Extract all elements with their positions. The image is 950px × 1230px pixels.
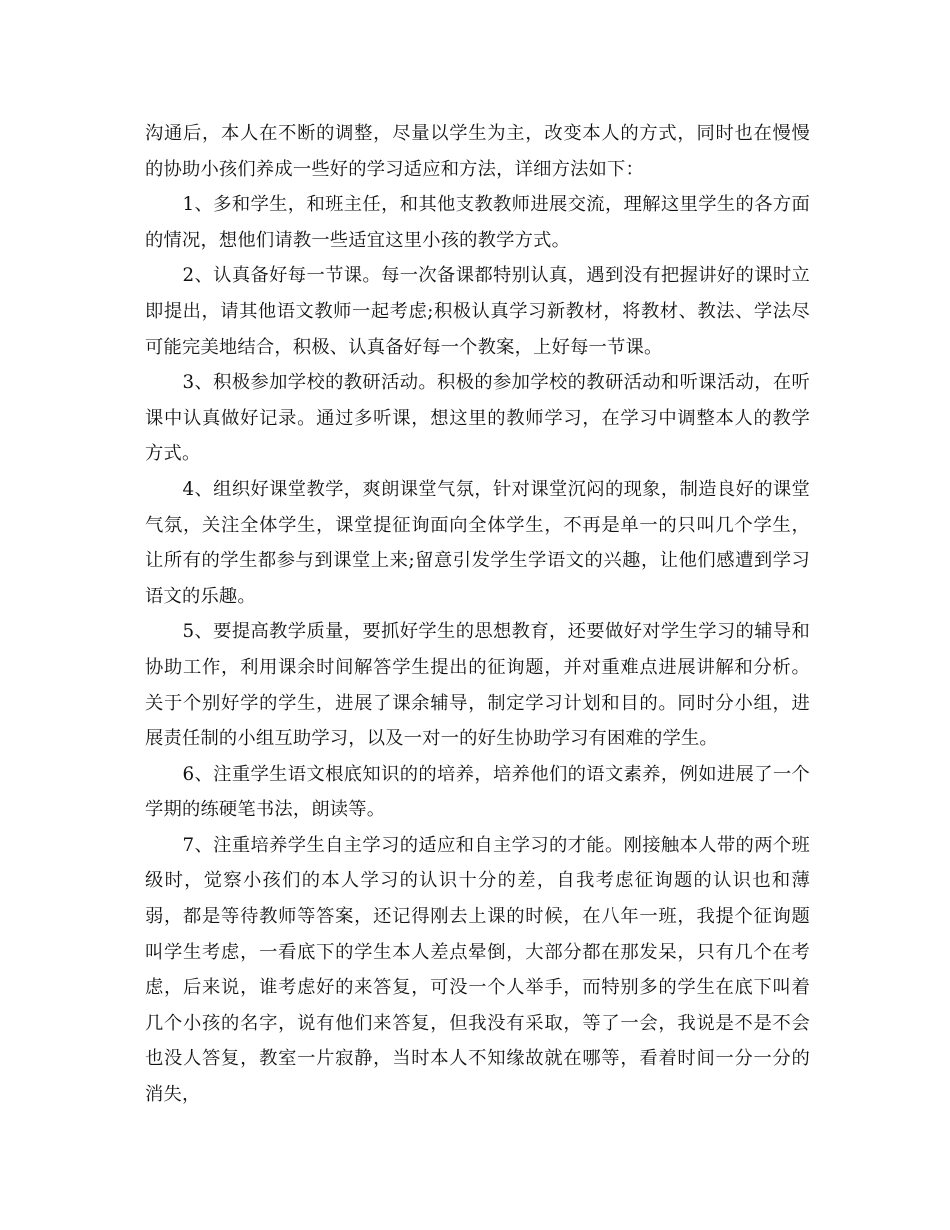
paragraph-item-4: 4、组织好课堂教学，爽朗课堂气氛，针对课堂沉闷的现象，制造良好的课堂气氛，关注全体学生，课堂提征询面向全体学生，不再是单一的只叫几个学生，让所有的学生都参与到课堂上来;留意引发学生学语文的兴趣，让他们感遭到学习语文的乐趣。 — [145, 478, 810, 607]
paragraph-item-3: 3、积极参加学校的教研活动。积极的参加学校的教研活动和听课活动，在听课中认真做好记录。通过多听课，想这里的教师学习，在学习中调整本人的教学方式。 — [145, 372, 810, 465]
paragraph-item-1: 1、多和学生，和班主任，和其他支教教师进展交流，理解这里学生的各方面的情况，想他们请教一些适宜这里小孩的教学方式。 — [145, 194, 810, 251]
paragraph-item-2: 2、认真备好每一节课。每一次备课都特别认真，遇到没有把握讲好的课时立即提出，请其他语文教师一起考虑;积极认真学习新教材，将教材、教法、学法尽可能完美地结合，积极、认真备好每一个教案，上好每一节课。 — [145, 265, 810, 358]
paragraph-item-7: 7、注重培养学生自主学习的适应和自主学习的才能。刚接触本人带的两个班级时，觉察小孩们的本人学习的认识十分的差，自我考虑征询题的认识也和薄弱，都是等待教师等答案，还记得刚去上课的时候，在八年一班，我提个征询题叫学生考虑，一看底下的学生本人差点晕倒，大部分都在那发呆，只有几个在考虑，后来说，谁考虑好的来答复，可没一个人举手，而特别多的学生在底下叫着几个小孩的名字，说有他们来答复，但我没有采取，等了一会，我说是不是不会也没人答复，教室一片寂静，当时本人不知缘故就在哪等，看着时间一分一分的消失， — [145, 834, 810, 1106]
paragraph-item-6: 6、注重学生语文根底知识的的培养，培养他们的语文素养，例如进展了一个学期的练硬笔书法，朗读等。 — [145, 763, 810, 821]
document-body — [145, 116, 810, 1113]
paragraph-item-5: 5、要提高教学质量，要抓好学生的思想教育，还要做好对学生学习的辅导和协助工作，利用课余时间解答学生提出的征询题，并对重难点进展讲解和分析。关于个别好学的学生，进展了课余辅导，制定学习计划和目的。同时分小组，进展责任制的小组互助学习，以及一对一的好生协助学习有困难的学生。 — [145, 621, 810, 750]
paragraph-intro: 沟通后，本人在不断的调整，尽量以学生为主，改变本人的方式，同时也在慢慢的协助小孩们养成一些好的学习适应和方法，详细方法如下： — [145, 123, 810, 180]
